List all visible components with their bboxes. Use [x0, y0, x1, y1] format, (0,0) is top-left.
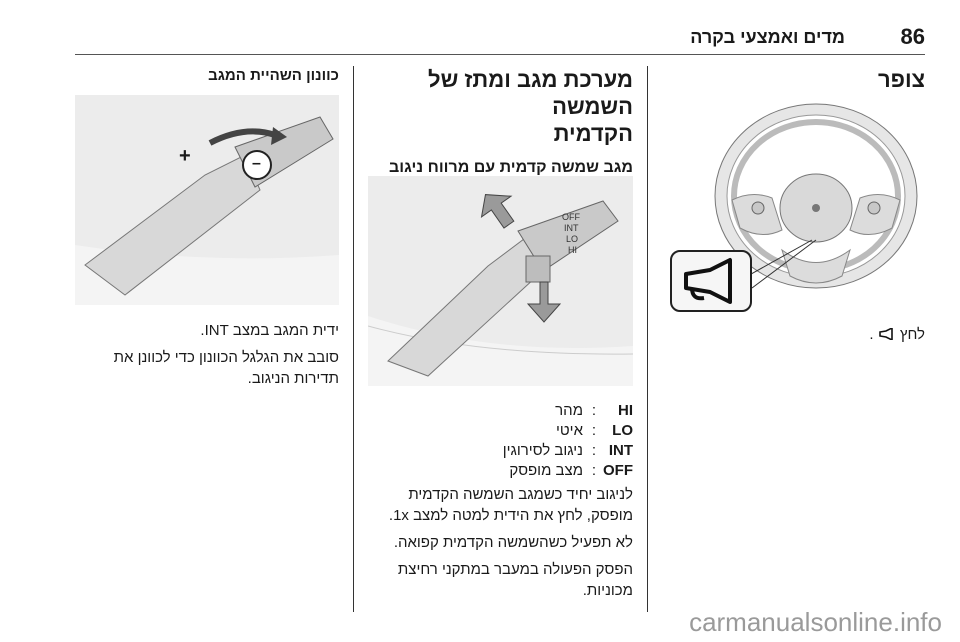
chapter-title: מדים ואמצעי בקרה: [690, 27, 845, 47]
legend-row-off: OFF : מצב מופסק: [509, 462, 633, 479]
caption-period: .: [869, 326, 874, 343]
legend-key: HI: [618, 402, 633, 419]
horn-callout-box: [670, 250, 752, 312]
press-label: לחץ: [899, 326, 925, 343]
subtitle-line1: מגב שמשה קדמית עם מרווח ניגוב: [389, 159, 633, 176]
legend-key: LO: [612, 422, 633, 439]
legend-key: OFF: [603, 462, 633, 479]
lever-label-lo: LO: [566, 234, 579, 244]
watermark: carmanualsonline.info: [689, 607, 942, 637]
wiper-legend: [473, 402, 633, 492]
page-number: 86: [900, 24, 925, 49]
legend-value: איטי: [555, 422, 583, 439]
section-title-line1: מערכת מגב ומתז של השמשה: [427, 67, 633, 119]
wiper-delay-text: [75, 320, 339, 389]
paragraph-adjust-wheel-2: תדירות הניגוב.: [247, 370, 339, 387]
horn-icon: [874, 326, 896, 343]
column-divider-left: [353, 66, 354, 612]
paragraph-carwash-2: מכוניות.: [582, 582, 633, 599]
legend-key: INT: [608, 442, 633, 459]
legend-row-int: INT : ניגוב לסירוגין: [502, 442, 633, 459]
legend-value: מהר: [555, 402, 583, 419]
lever-label-hi: HI: [568, 245, 577, 255]
legend-value: מצב מופסק: [509, 462, 583, 479]
wiper-lever-illustration: [368, 176, 633, 386]
wiper-instructions: [368, 484, 633, 601]
lever-label-int: INT: [564, 223, 579, 233]
page-header: [75, 24, 925, 55]
horn-caption: [662, 324, 925, 345]
paragraph-int-position: ידית המגב במצב INT.: [200, 322, 339, 339]
wiper-lever-figure: [368, 176, 633, 386]
paragraph-single-wipe-1: לניגוב יחיד כשמגב השמשה הקדמית: [408, 486, 633, 503]
paragraph-frozen-warning: לא תפעיל כשהשמשה הקדמית קפואה.: [393, 534, 633, 551]
section-title-line2: הקדמית: [553, 121, 633, 146]
column-divider-right: [647, 66, 648, 612]
section-title-wiper-delay: כוונון השהיית המגב: [208, 67, 339, 84]
legend-row-hi: HI : מהר: [555, 402, 633, 419]
lever-label-off: OFF: [562, 212, 580, 222]
section-title-horn: צופר: [877, 67, 925, 92]
paragraph-carwash-1: הפסק הפעולה במעבר במתקני רחיצת: [397, 561, 633, 578]
minus-label: –: [252, 155, 261, 172]
wiper-delay-figure: [75, 95, 339, 305]
legend-row-lo: LO : איטי: [555, 422, 633, 439]
legend-value: ניגוב לסירוגין: [502, 442, 583, 459]
steering-wheel-figure: [662, 100, 925, 318]
plus-label: +: [179, 145, 191, 167]
section-wiper-delay: [75, 66, 339, 86]
horn-icon: [672, 252, 750, 310]
paragraph-single-wipe-2: מופסק, לחץ את הידית למטה למצב 1x.: [388, 507, 633, 524]
paragraph-adjust-wheel-1: סובב את הגלגל הכוונון כדי לכוונן את: [113, 349, 339, 366]
wiper-delay-illustration: [75, 95, 339, 305]
